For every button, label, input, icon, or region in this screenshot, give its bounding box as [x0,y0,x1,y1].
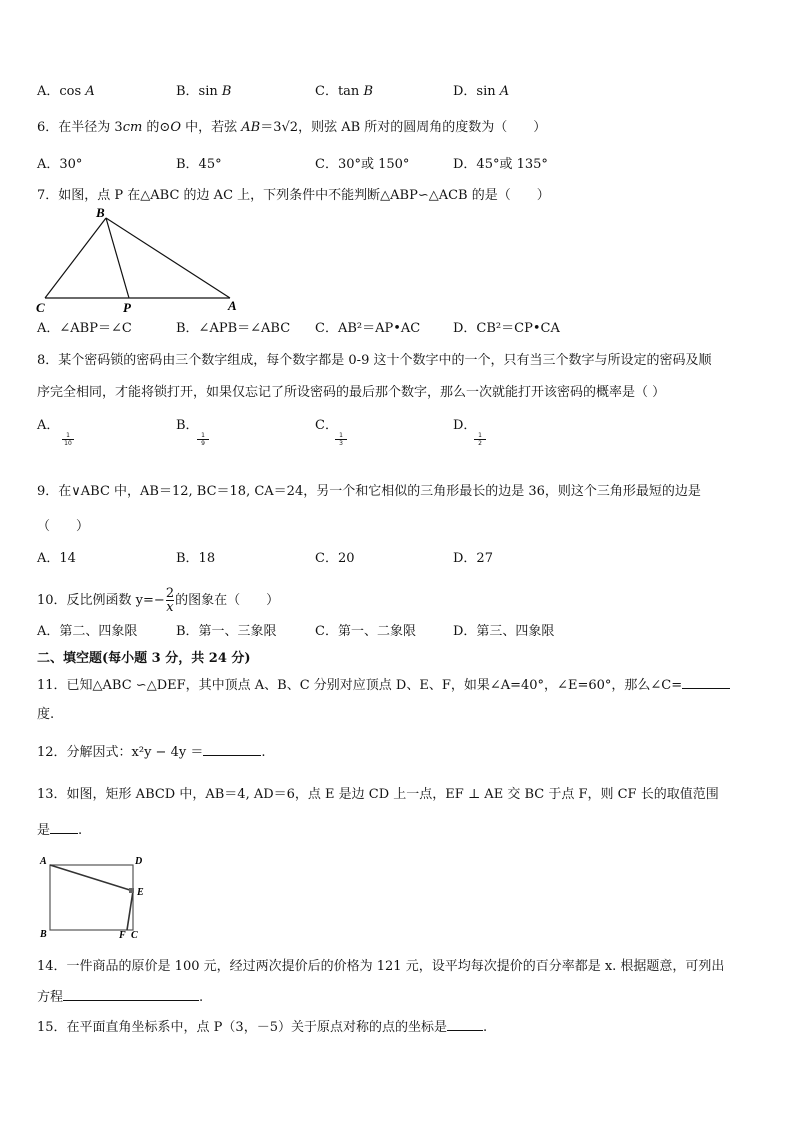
q13-right-angle-mark [129,888,134,893]
q8-fraction-c: $\frac{1}{3}$ [335,432,347,447]
q6-option-d: D．45°或 135° [453,157,548,172]
q11-stem-line2: 度. [37,707,55,722]
q10-option-a: A．第二、四象限 [37,624,138,639]
q8-stem-line1: 8．某个密码锁的密码由三个数字组成，每个数字都是 0-9 这十个数字中的一个，只有当三个数字与所设定的密码及顺 [37,353,712,368]
q6-option-b: B．45° [176,157,222,172]
q11-answer-blank [682,676,730,689]
q13-label-a: A [40,856,47,867]
q12-answer-blank [203,743,261,756]
q8-stem-line2: 序完全相同，才能将锁打开，如果仅忘记了所设密码的最后那个数字，那么一次就能打开该密码的概率是（ ） [37,385,666,400]
q13-label-e: E [137,887,144,898]
q7-label-b: B [96,205,105,220]
q10-option-b: B．第一、三象限 [176,624,277,639]
q13-label-c: C [131,930,138,941]
q10-fraction: $\frac{2}{x}$ [165,586,175,615]
q8-fraction-a: $\frac{1}{10}$ [62,432,74,447]
q6-option-a: A．30° [37,157,83,172]
q8-option-d: D． [453,418,477,433]
q8-fraction-d: $\frac{1}{2}$ [474,432,486,447]
q15-answer-blank [447,1018,483,1031]
q12-stem: 12．分解因式：x²y − 4y ＝ . [37,745,266,760]
q5-option-c: C．tan B [315,84,373,99]
q9-option-b: B．18 [176,551,216,566]
q13-segment-ae [50,865,133,891]
q13-rectangle-figure [36,852,156,944]
q9-option-a: A．14 [37,551,76,566]
q14-stem-line2: 方程 . [37,990,204,1005]
q5-option-d: D．sin A [453,84,510,99]
q9-stem-line2: （ ） [37,519,90,534]
q7-stem: 7．如图，点 P 在△ABC 的边 AC 上，下列条件中不能判断△ABP∽△ACB 的是（ ） [37,188,550,203]
q6-option-c: C．30°或 150° [315,157,410,172]
section-2-heading: 二、填空题(每小题 3 分，共 24 分) [37,651,251,666]
q13-answer-blank [50,821,78,834]
q8-option-b: B． [176,418,199,433]
q5-option-b: B．sin B [176,84,232,99]
q7-label-p: P [123,300,131,315]
q10-option-d: D．第三、四象限 [453,624,555,639]
q10-option-c: C．第一、二象限 [315,624,416,639]
q7-side-bc [45,218,106,298]
q14-answer-blank [63,988,199,1001]
q9-stem-line1: 9．在∨ABC 中，AB＝12, BC＝18, CA＝24，另一个和它相似的三角形最长的边是 36，则这个三角形最短的边是 [37,484,701,499]
q13-stem-line1: 13．如图，矩形 ABCD 中，AB＝4, AD＝6，点 E 是边 CD 上一点，EF ⊥ AE 交 BC 于点 F，则 CF 长的取值范围 [37,787,719,802]
q7-label-a: A [228,298,237,313]
q13-label-f: F [119,930,126,941]
q7-option-b: B．∠APB＝∠ABC [176,321,291,336]
q7-side-ba [106,218,230,298]
q9-option-c: C．20 [315,551,355,566]
q6-stem: 6．在半径为 3cm 的⊙O 中，若弦 AB＝3√2，则弦 AB 所对的圆周角的度数为（ ） [37,120,547,135]
q11-stem-line1: 11．已知△ABC ∽△DEF，其中顶点 A、B、C 分别对应顶点 D、E、F，如果∠A=40°，∠E=60°，那么∠C= [37,676,730,695]
q8-fraction-b: $\frac{1}{9}$ [197,432,209,447]
q13-label-d: D [135,856,143,867]
q8-option-c: C． [315,418,338,433]
q9-option-d: D．27 [453,551,493,566]
q13-stem-line2: 是 . [37,823,83,838]
q13-label-b: B [40,929,47,940]
q13-rectangle-abcd [50,865,133,930]
q7-option-a: A．∠ABP＝∠C [37,321,132,336]
q7-option-c: C．AB²＝AP•AC [315,321,421,336]
q14-stem-line1: 14．一件商品的原价是 100 元，经过两次提价后的价格为 121 元，设平均每次提价的百分率都是 x. 根据题意，可列出 [37,959,725,974]
q7-label-c: C [36,300,45,315]
q15-stem: 15．在平面直角坐标系中，点 P（3，－5）关于原点对称的点的坐标是 . [37,1020,488,1035]
q7-triangle-figure [30,204,260,316]
q10-stem: 10．反比例函数 y=− $\frac{2}{x}$ 的图象在（ ） [37,586,280,615]
q7-option-d: D．CB²＝CP•CA [453,321,560,336]
q8-option-a: A． [37,418,60,433]
q5-option-a: A．cos A [37,84,95,99]
q13-segment-ef [127,891,133,930]
